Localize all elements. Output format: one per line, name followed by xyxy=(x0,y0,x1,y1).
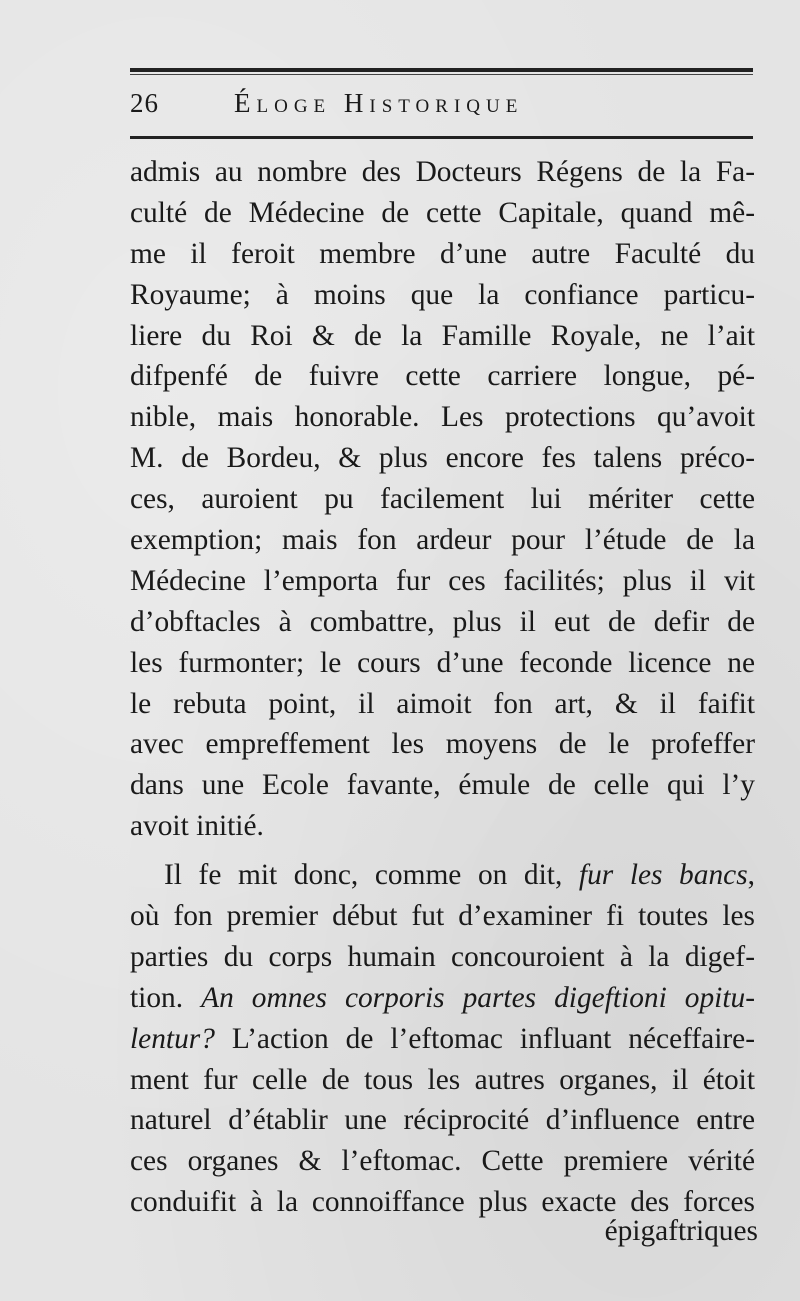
text-line: où fon premier début fut d’examiner fi toutes les xyxy=(130,900,755,933)
text-line: Médecine l’emporta fur ces facilités; plus il vit xyxy=(130,564,755,597)
italic-run: lentur? xyxy=(130,1022,215,1055)
text-run: tion. xyxy=(130,981,184,1014)
top-rule xyxy=(130,68,753,72)
italic-run: fur les bancs xyxy=(578,859,748,892)
text-line: exemption; mais fon ardeur pour l’étude de la xyxy=(130,524,755,557)
text-line: ces organes & l’eftomac. Cette premiere vérité xyxy=(130,1145,755,1178)
body-text xyxy=(130,152,755,1223)
text-line: nible, mais honorable. Les protections qu’avoit xyxy=(130,401,755,434)
page-number: 26 xyxy=(130,87,159,118)
text-line: M. de Bordeu, & plus encore fes talens préco- xyxy=(130,442,755,475)
text-line: ces, auroient pu facilement lui mériter cette xyxy=(130,483,755,516)
text-line: admis au nombre des Docteurs Régens de la Fa- xyxy=(130,156,755,188)
text-line xyxy=(130,1019,755,1060)
text-line: dans une Ecole favante, émule de celle qui l’y xyxy=(130,769,755,802)
text-line: d’obftacles à combattre, plus il eut de defir de xyxy=(130,605,755,638)
text-line: ment fur celle de tous les autres organes, il étoit xyxy=(130,1063,755,1096)
italic-run: An omnes corporis partes digeftioni opitu- xyxy=(201,981,755,1014)
catchword: épigaftriques xyxy=(604,1215,758,1247)
top-rule-thin xyxy=(130,74,753,75)
text-line: avoit initié. xyxy=(130,810,264,843)
text-line: les furmonter; le cours d’une feconde licence ne xyxy=(130,646,755,679)
text-line: parties du corps humain concouroient à la digef- xyxy=(130,940,755,973)
running-title: Éloge Historique xyxy=(234,87,524,118)
text-run: , xyxy=(747,859,755,892)
text-line: Royaume; à moins que la confiance particu- xyxy=(130,278,755,311)
page-header xyxy=(130,80,753,126)
text-line: le rebuta point, il aimoit fon art, & il faifit xyxy=(130,687,755,720)
text-line: naturel d’établir une réciprocité d’influence entre xyxy=(130,1104,755,1137)
text-line xyxy=(130,978,755,1019)
text-line: culté de Médecine de cette Capitale, quand mê- xyxy=(130,196,755,229)
text-line: me il feroit membre d’une autre Faculté du xyxy=(130,237,755,270)
paragraph-gap xyxy=(130,847,755,855)
text-line: conduifit à la connoiffance plus exacte des forces xyxy=(130,1186,755,1219)
text-line: avec empreffement les moyens de le profeffer xyxy=(130,728,755,761)
header-rule xyxy=(130,136,753,139)
text-line: liere du Roi & de la Famille Royale, ne l’ait xyxy=(130,319,755,352)
text-run: L’action de l’eftomac influant néceffaire- xyxy=(231,1022,756,1055)
text-run: Il fe mit donc, comme on dit, xyxy=(164,859,563,892)
text-line xyxy=(130,855,755,896)
text-line: difpenfé de fuivre cette carriere longue, pé- xyxy=(130,360,755,393)
